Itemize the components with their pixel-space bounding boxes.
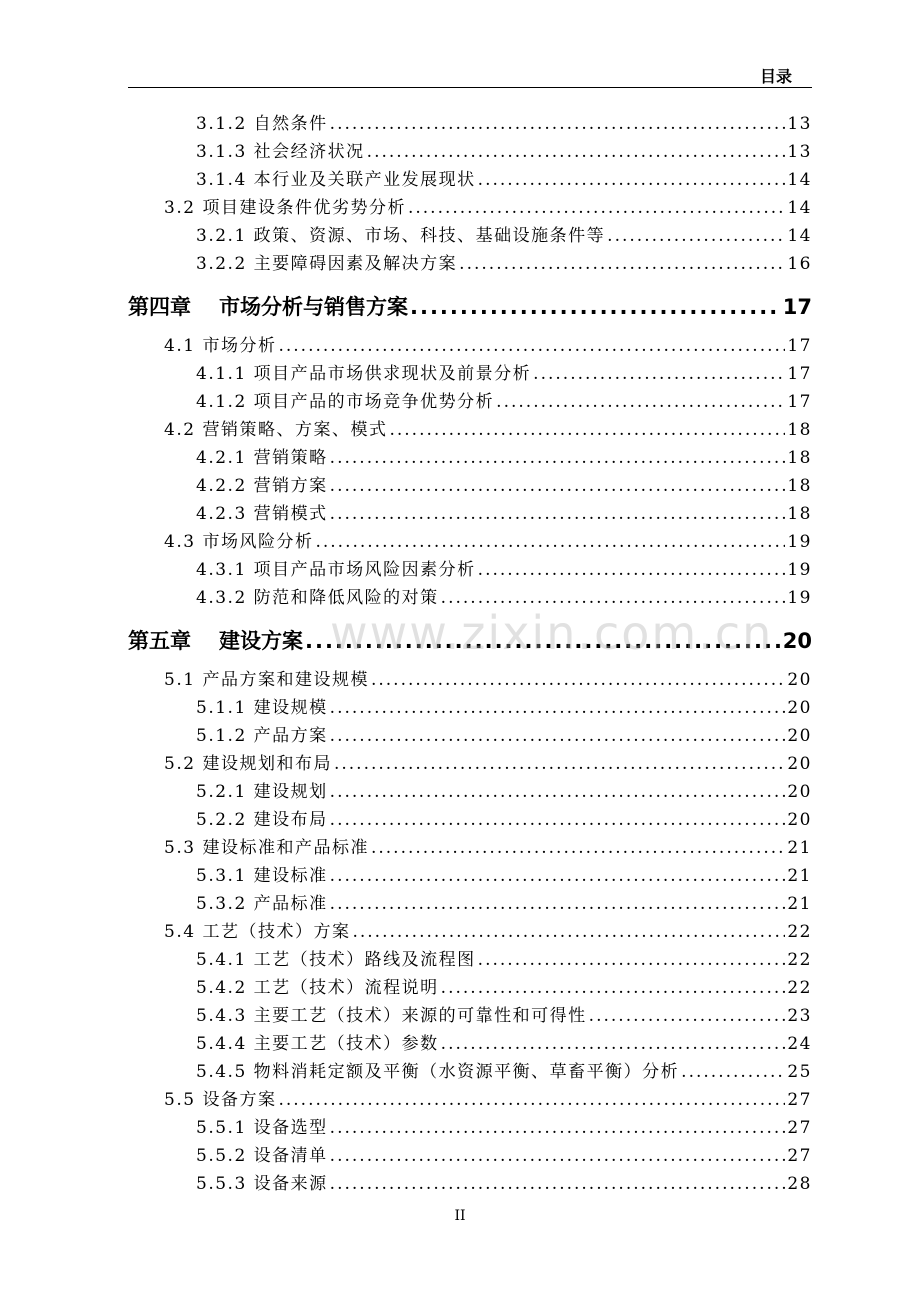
toc-entry-label: 3.2.1 政策、资源、市场、科技、基础设施条件等 [196, 226, 606, 246]
toc-dot-leader [441, 584, 786, 612]
toc-entry-label: 4.1.1 项目产品市场供求现状及前景分析 [196, 364, 532, 384]
toc-entry-label: 5.2 建设规划和布局 [164, 754, 332, 774]
toc-chapter-title: 建设方案 [219, 629, 303, 653]
toc-entry-label: 3.1.4 本行业及关联产业发展现状 [196, 170, 476, 190]
toc-page-number: 25 [787, 1062, 812, 1082]
toc-entry[interactable] [128, 556, 812, 584]
toc-entry-label: 5.1 产品方案和建设规模 [164, 670, 369, 690]
toc-page-number: 17 [782, 295, 812, 319]
toc-dot-leader [330, 500, 786, 528]
toc-entry[interactable] [128, 472, 812, 500]
toc-entry-label: 5.4 工艺（技术）方案 [164, 922, 351, 942]
toc-page-number: 20 [787, 782, 812, 802]
toc-entry-label: 3.1.2 自然条件 [196, 114, 328, 134]
toc-dot-leader [330, 110, 786, 138]
toc-chapter-entry[interactable] [128, 282, 812, 332]
toc-entry[interactable] [128, 388, 812, 416]
toc-entry[interactable] [128, 584, 812, 612]
toc-dot-leader [330, 472, 786, 500]
toc-entry[interactable] [128, 778, 812, 806]
footer-page-number: II [454, 1208, 466, 1224]
toc-entry-label: 5.5.1 设备选型 [196, 1118, 328, 1138]
toc-dot-leader [478, 556, 786, 584]
toc-page-number: 17 [787, 336, 812, 356]
toc-dot-leader [441, 1030, 786, 1058]
toc-page-number: 27 [787, 1090, 812, 1110]
toc-entry-label: 4.2.2 营销方案 [196, 476, 328, 496]
toc-page-number: 13 [787, 142, 812, 162]
toc-entry[interactable] [128, 528, 812, 556]
toc-page-number: 18 [787, 504, 812, 524]
toc-entry-label: 4.1.2 项目产品的市场竞争优势分析 [196, 392, 495, 412]
toc-entry-label: 5.4.4 主要工艺（技术）参数 [196, 1034, 439, 1054]
toc-entry[interactable] [128, 1114, 812, 1142]
toc-page-number: 18 [787, 448, 812, 468]
toc-dot-leader [315, 528, 785, 556]
toc-page-number: 21 [787, 866, 812, 886]
toc-dot-leader [330, 1170, 786, 1198]
toc-page-number: 20 [787, 754, 812, 774]
toc-dot-leader [334, 750, 785, 778]
toc-entry[interactable] [128, 222, 812, 250]
toc-entry[interactable] [128, 806, 812, 834]
toc-dot-leader [330, 778, 786, 806]
toc-entry[interactable] [128, 918, 812, 946]
toc-entry[interactable] [128, 194, 812, 222]
toc-page-number: 19 [787, 532, 812, 552]
toc-page-number: 14 [787, 170, 812, 190]
toc-dot-leader [410, 282, 781, 332]
toc-page-number: 20 [787, 726, 812, 746]
watermark: www.zixin.com.cn [330, 606, 774, 660]
toc-entry[interactable] [128, 444, 812, 472]
toc-page-number: 19 [787, 560, 812, 580]
toc-dot-leader [533, 360, 785, 388]
toc-entry-label: 4.1 市场分析 [164, 336, 277, 356]
toc-page-number: 28 [787, 1174, 812, 1194]
toc-dot-leader [278, 332, 785, 360]
toc-page-number: 23 [787, 1006, 812, 1026]
toc-entry-label: 4.3.1 项目产品市场风险因素分析 [196, 560, 476, 580]
toc-dot-leader [459, 250, 785, 278]
toc-page-number: 20 [782, 629, 812, 653]
toc-page-number: 27 [787, 1146, 812, 1166]
table-of-contents [128, 110, 812, 1198]
toc-page-number: 22 [787, 978, 812, 998]
toc-entry-label: 4.2.1 营销策略 [196, 448, 328, 468]
toc-entry-label: 5.4.5 物料消耗定额及平衡（水资源平衡、草畜平衡）分析 [196, 1062, 680, 1082]
toc-chapter-label [128, 282, 410, 332]
toc-page-number: 21 [787, 894, 812, 914]
toc-entry[interactable] [128, 360, 812, 388]
toc-entry[interactable] [128, 1002, 812, 1030]
toc-entry-label: 4.3 市场风险分析 [164, 532, 314, 552]
toc-page-number: 18 [787, 420, 812, 440]
toc-entry-label: 5.5.2 设备清单 [196, 1146, 328, 1166]
toc-entry[interactable] [128, 416, 812, 444]
toc-entry[interactable] [128, 890, 812, 918]
toc-page-number: 27 [787, 1118, 812, 1138]
toc-dot-leader [371, 834, 785, 862]
toc-entry[interactable] [128, 1058, 812, 1086]
toc-entry-label: 4.3.2 防范和降低风险的对策 [196, 588, 439, 608]
toc-dot-leader [330, 444, 786, 472]
toc-entry[interactable] [128, 1142, 812, 1170]
toc-entry[interactable] [128, 332, 812, 360]
toc-entry[interactable] [128, 110, 812, 138]
toc-dot-leader [478, 166, 786, 194]
toc-entry-label: 5.4.2 工艺（技术）流程说明 [196, 978, 439, 998]
running-header-title: 目录 [759, 67, 792, 86]
toc-entry-label: 5.3.1 建设标准 [196, 866, 328, 886]
toc-entry-label: 3.1.3 社会经济状况 [196, 142, 365, 162]
toc-entry-label: 5.3.2 产品标准 [196, 894, 328, 914]
toc-dot-leader [330, 694, 786, 722]
toc-chapter-number: 第五章 [128, 629, 191, 653]
toc-entry[interactable] [128, 974, 812, 1002]
toc-chapter-label [128, 616, 305, 666]
toc-page-number: 20 [787, 698, 812, 718]
toc-page-number: 18 [787, 476, 812, 496]
toc-dot-leader [496, 388, 785, 416]
toc-chapter-title: 市场分析与销售方案 [219, 295, 408, 319]
toc-entry[interactable] [128, 722, 812, 750]
toc-entry-label: 5.4.3 主要工艺（技术）来源的可靠性和可得性 [196, 1006, 587, 1026]
toc-page-number: 13 [787, 114, 812, 134]
toc-entry[interactable] [128, 862, 812, 890]
toc-entry[interactable] [128, 946, 812, 974]
toc-entry[interactable] [128, 666, 812, 694]
toc-dot-leader [371, 666, 785, 694]
toc-entry-label: 5.1.1 建设规模 [196, 698, 328, 718]
toc-entry-label: 4.2.3 营销模式 [196, 504, 328, 524]
toc-entry[interactable] [128, 138, 812, 166]
toc-dot-leader [352, 918, 785, 946]
toc-entry-label: 4.2 营销策略、方案、模式 [164, 420, 388, 440]
toc-entry[interactable] [128, 1086, 812, 1114]
toc-page-number: 20 [787, 670, 812, 690]
toc-dot-leader [408, 194, 785, 222]
toc-entry[interactable] [128, 1030, 812, 1058]
toc-dot-leader [305, 616, 781, 666]
toc-dot-leader [330, 1114, 786, 1142]
toc-entry-label: 3.2 项目建设条件优劣势分析 [164, 198, 406, 218]
toc-dot-leader [681, 1058, 785, 1086]
toc-entry-label: 5.1.2 产品方案 [196, 726, 328, 746]
toc-page-number: 17 [787, 364, 812, 384]
toc-page-number: 17 [787, 392, 812, 412]
toc-entry[interactable] [128, 166, 812, 194]
toc-entry-label: 3.2.2 主要障碍因素及解决方案 [196, 254, 458, 274]
toc-dot-leader [330, 862, 786, 890]
toc-entry[interactable] [128, 250, 812, 278]
toc-page-number: 22 [787, 922, 812, 942]
header-rule [128, 87, 812, 88]
toc-entry-label: 5.5 设备方案 [164, 1090, 277, 1110]
toc-page-number: 22 [787, 950, 812, 970]
toc-chapter-number: 第四章 [128, 295, 191, 319]
toc-dot-leader [330, 890, 786, 918]
toc-page-number: 24 [787, 1034, 812, 1054]
toc-dot-leader [589, 1002, 786, 1030]
toc-page-number: 21 [787, 838, 812, 858]
toc-entry[interactable] [128, 694, 812, 722]
toc-dot-leader [330, 806, 786, 834]
toc-dot-leader [441, 974, 786, 1002]
toc-page-number: 14 [787, 198, 812, 218]
toc-dot-leader [478, 946, 786, 974]
toc-chapter-entry[interactable] [128, 616, 812, 666]
toc-page-number: 19 [787, 588, 812, 608]
toc-entry[interactable] [128, 500, 812, 528]
toc-page-number: 14 [787, 226, 812, 246]
toc-entry[interactable] [128, 1170, 812, 1198]
toc-entry[interactable] [128, 750, 812, 778]
toc-dot-leader [278, 1086, 785, 1114]
toc-entry-label: 5.3 建设标准和产品标准 [164, 838, 369, 858]
toc-entry[interactable] [128, 834, 812, 862]
toc-entry-label: 5.4.1 工艺（技术）路线及流程图 [196, 950, 476, 970]
toc-dot-leader [330, 722, 786, 750]
toc-entry-label: 5.2.1 建设规划 [196, 782, 328, 802]
toc-page-number: 16 [787, 254, 812, 274]
toc-dot-leader [367, 138, 786, 166]
toc-dot-leader [389, 416, 785, 444]
toc-entry-label: 5.2.2 建设布局 [196, 810, 328, 830]
toc-dot-leader [607, 222, 785, 250]
toc-dot-leader [330, 1142, 786, 1170]
toc-page-number: 20 [787, 810, 812, 830]
toc-entry-label: 5.5.3 设备来源 [196, 1174, 328, 1194]
